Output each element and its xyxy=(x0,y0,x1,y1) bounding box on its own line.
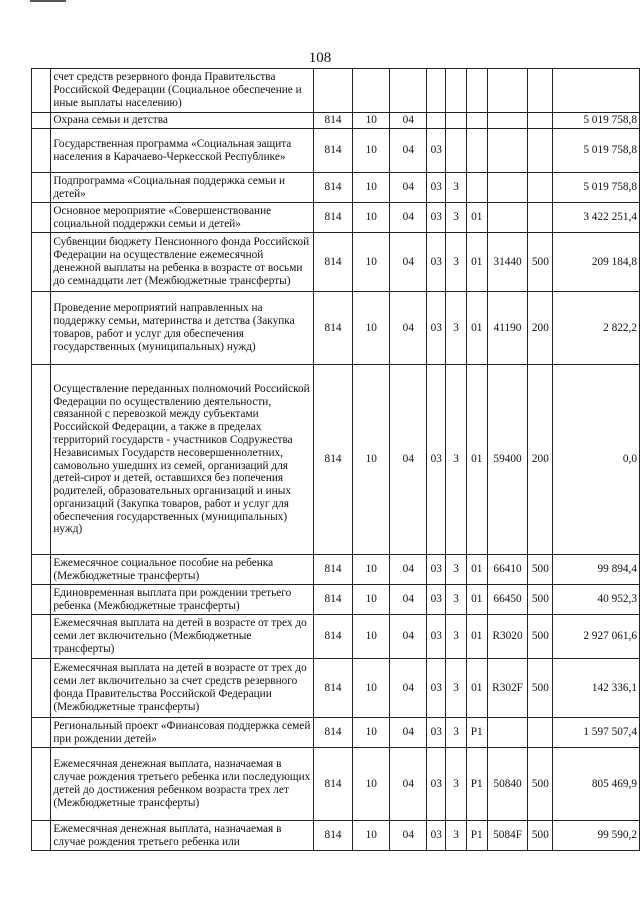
row-name: Ежемесячная выплата на детей в возрасте от трех до семи лет включительно (Межбюджетные трансферты) xyxy=(51,615,314,659)
row-event-code: 01 xyxy=(466,659,487,718)
row-event-code: P1 xyxy=(466,748,487,821)
row-blank-cell xyxy=(32,365,51,555)
row-subprogram-code: 3 xyxy=(446,821,467,851)
row-name: Основное мероприятие «Совершенствование социальной поддержки семьи и детей» xyxy=(51,203,314,233)
row-amount: 209 184,8 xyxy=(553,233,640,292)
row-section-code: 10 xyxy=(353,203,390,233)
row-name: Единовременная выплата при рождении третьего ребенка (Межбюджетные трансферты) xyxy=(51,585,314,615)
row-grbs-code: 814 xyxy=(313,292,352,365)
row-event-code: P1 xyxy=(466,718,487,748)
row-subprogram-code: 3 xyxy=(446,555,467,585)
row-expense-type-code: 200 xyxy=(528,365,553,555)
row-section-code: 10 xyxy=(353,365,390,555)
row-subprogram-code: 3 xyxy=(446,615,467,659)
row-amount: 5 019 758,8 xyxy=(553,113,640,129)
row-section-code xyxy=(353,69,390,113)
table-row xyxy=(32,233,640,292)
row-blank-cell xyxy=(32,113,51,129)
row-amount: 3 422 251,4 xyxy=(553,203,640,233)
table-row xyxy=(32,69,640,113)
row-subsection-code: 04 xyxy=(390,718,427,748)
row-subprogram-code xyxy=(446,113,467,129)
row-blank-cell xyxy=(32,585,51,615)
row-grbs-code: 814 xyxy=(313,129,352,173)
row-blank-cell xyxy=(32,69,51,113)
row-name: Охрана семьи и детства xyxy=(51,113,314,129)
row-expense-type-code: 500 xyxy=(528,748,553,821)
row-amount xyxy=(553,69,640,113)
row-target-code xyxy=(487,113,528,129)
row-event-code: 01 xyxy=(466,365,487,555)
row-name: Региональный проект «Финансовая поддержка семей при рождении детей» xyxy=(51,718,314,748)
table-row xyxy=(32,748,640,821)
table-row xyxy=(32,718,640,748)
row-subprogram-code: 3 xyxy=(446,233,467,292)
row-program-code xyxy=(427,113,446,129)
row-amount: 1 597 507,4 xyxy=(553,718,640,748)
table-row xyxy=(32,129,640,173)
row-target-code: 59400 xyxy=(487,365,528,555)
row-grbs-code: 814 xyxy=(313,748,352,821)
row-subsection-code: 04 xyxy=(390,173,427,203)
row-subprogram-code: 3 xyxy=(446,659,467,718)
table-row xyxy=(32,555,640,585)
row-name: Государственная программа «Социальная защита населения в Карачаево-Черкесской Республике» xyxy=(51,129,314,173)
row-expense-type-code: 500 xyxy=(528,555,553,585)
row-program-code: 03 xyxy=(427,659,446,718)
row-amount: 5 019 758,8 xyxy=(553,129,640,173)
row-subsection-code: 04 xyxy=(390,748,427,821)
row-program-code: 03 xyxy=(427,129,446,173)
row-target-code: 50840 xyxy=(487,748,528,821)
row-name: Ежемесячная денежная выплата, назначаемая в случае рождения третьего ребенка или xyxy=(51,821,314,851)
table-row xyxy=(32,203,640,233)
table-row xyxy=(32,615,640,659)
row-amount: 99 590,2 xyxy=(553,821,640,851)
row-section-code: 10 xyxy=(353,555,390,585)
row-target-code xyxy=(487,173,528,203)
row-name: Ежемесячная денежная выплата, назначаемая в случае рождения третьего ребенка или последующих детей до достижения ребенком возраста трех лет (Межбюджетные трансферты) xyxy=(51,748,314,821)
row-amount: 99 894,4 xyxy=(553,555,640,585)
row-amount: 5 019 758,8 xyxy=(553,173,640,203)
row-subsection-code: 04 xyxy=(390,129,427,173)
row-program-code: 03 xyxy=(427,748,446,821)
row-subsection-code xyxy=(390,69,427,113)
row-subsection-code: 04 xyxy=(390,821,427,851)
row-subsection-code: 04 xyxy=(390,203,427,233)
row-program-code: 03 xyxy=(427,555,446,585)
row-event-code: 01 xyxy=(466,585,487,615)
row-amount: 2 822,2 xyxy=(553,292,640,365)
row-blank-cell xyxy=(32,748,51,821)
page-number: 108 xyxy=(308,50,332,66)
row-section-code: 10 xyxy=(353,585,390,615)
row-section-code: 10 xyxy=(353,233,390,292)
row-subprogram-code: 3 xyxy=(446,203,467,233)
row-subprogram-code xyxy=(446,69,467,113)
row-subprogram-code: 3 xyxy=(446,292,467,365)
row-grbs-code: 814 xyxy=(313,659,352,718)
row-section-code: 10 xyxy=(353,292,390,365)
row-target-code: R302F xyxy=(487,659,528,718)
row-blank-cell xyxy=(32,718,51,748)
row-program-code: 03 xyxy=(427,203,446,233)
row-grbs-code: 814 xyxy=(313,203,352,233)
row-subprogram-code: 3 xyxy=(446,748,467,821)
row-grbs-code: 814 xyxy=(313,365,352,555)
row-subprogram-code: 3 xyxy=(446,173,467,203)
row-name: Осуществление переданных полномочий Российской Федерации по осуществлению деятельности, связанной с перевозкой между субъектами Российской Федерации, а также в пределах территорий государств - участников Содружества Независимых Государств несовершеннолетних, самовольно ушедших из семей, организаций для детей-сирот и детей, оставшихся без попечения родителей, образовательных организаций и иных организаций (Закупка товаров, работ и услуг для обеспечения государственных (муниципальных) нужд) xyxy=(51,365,314,555)
row-event-code: 01 xyxy=(466,203,487,233)
row-grbs-code: 814 xyxy=(313,718,352,748)
row-grbs-code: 814 xyxy=(313,233,352,292)
row-expense-type-code xyxy=(528,69,553,113)
row-subsection-code: 04 xyxy=(390,585,427,615)
row-target-code: 5084F xyxy=(487,821,528,851)
scan-mark xyxy=(30,0,66,2)
row-section-code: 10 xyxy=(353,615,390,659)
row-grbs-code: 814 xyxy=(313,585,352,615)
budget-table xyxy=(31,68,640,851)
row-blank-cell xyxy=(32,129,51,173)
row-event-code xyxy=(466,69,487,113)
row-subprogram-code xyxy=(446,129,467,173)
row-grbs-code: 814 xyxy=(313,113,352,129)
row-section-code: 10 xyxy=(353,718,390,748)
row-subprogram-code: 3 xyxy=(446,365,467,555)
row-name: Ежемесячное социальное пособие на ребенка (Межбюджетные трансферты) xyxy=(51,555,314,585)
row-event-code: 01 xyxy=(466,292,487,365)
row-expense-type-code xyxy=(528,129,553,173)
row-expense-type-code: 500 xyxy=(528,821,553,851)
row-expense-type-code: 500 xyxy=(528,233,553,292)
row-event-code xyxy=(466,113,487,129)
row-event-code xyxy=(466,129,487,173)
row-target-code: 41190 xyxy=(487,292,528,365)
row-expense-type-code xyxy=(528,718,553,748)
row-program-code: 03 xyxy=(427,365,446,555)
table-row xyxy=(32,173,640,203)
row-subprogram-code: 3 xyxy=(446,718,467,748)
row-program-code xyxy=(427,69,446,113)
row-blank-cell xyxy=(32,173,51,203)
row-grbs-code: 814 xyxy=(313,821,352,851)
row-program-code: 03 xyxy=(427,585,446,615)
row-target-code: 66450 xyxy=(487,585,528,615)
row-subprogram-code: 3 xyxy=(446,585,467,615)
row-grbs-code xyxy=(313,69,352,113)
row-program-code: 03 xyxy=(427,615,446,659)
row-amount: 142 336,1 xyxy=(553,659,640,718)
row-target-code xyxy=(487,129,528,173)
row-subsection-code: 04 xyxy=(390,659,427,718)
row-section-code: 10 xyxy=(353,129,390,173)
table-row xyxy=(32,659,640,718)
table-row xyxy=(32,821,640,851)
row-grbs-code: 814 xyxy=(313,615,352,659)
row-subsection-code: 04 xyxy=(390,292,427,365)
row-target-code: 66410 xyxy=(487,555,528,585)
row-name: счет средств резервного фонда Правительства Российской Федерации (Социальное обеспечение и иные выплаты населению) xyxy=(51,69,314,113)
row-event-code: 01 xyxy=(466,615,487,659)
row-blank-cell xyxy=(32,233,51,292)
row-subsection-code: 04 xyxy=(390,365,427,555)
row-program-code: 03 xyxy=(427,292,446,365)
row-program-code: 03 xyxy=(427,718,446,748)
row-grbs-code: 814 xyxy=(313,555,352,585)
row-section-code: 10 xyxy=(353,821,390,851)
row-section-code: 10 xyxy=(353,113,390,129)
row-amount: 805 469,9 xyxy=(553,748,640,821)
row-section-code: 10 xyxy=(353,748,390,821)
row-blank-cell xyxy=(32,615,51,659)
row-subsection-code: 04 xyxy=(390,113,427,129)
row-program-code: 03 xyxy=(427,821,446,851)
table-row xyxy=(32,292,640,365)
row-event-code: P1 xyxy=(466,821,487,851)
row-grbs-code: 814 xyxy=(313,173,352,203)
row-event-code: 01 xyxy=(466,233,487,292)
row-blank-cell xyxy=(32,821,51,851)
row-blank-cell xyxy=(32,659,51,718)
row-target-code: R3020 xyxy=(487,615,528,659)
table-row xyxy=(32,113,640,129)
table-row xyxy=(32,365,640,555)
row-event-code: 01 xyxy=(466,555,487,585)
row-name: Ежемесячная выплата на детей в возрасте от трех до семи лет включительно за счет средств резервного фонда Правительства Российской Федерации (Межбюджетные трансферты) xyxy=(51,659,314,718)
row-subsection-code: 04 xyxy=(390,233,427,292)
row-expense-type-code: 500 xyxy=(528,585,553,615)
row-expense-type-code xyxy=(528,173,553,203)
row-name: Проведение мероприятий направленных на поддержку семьи, материнства и детства (Закупка товаров, работ и услуг для обеспечения государственных (муниципальных) нужд) xyxy=(51,292,314,365)
row-expense-type-code: 200 xyxy=(528,292,553,365)
row-expense-type-code xyxy=(528,203,553,233)
row-expense-type-code xyxy=(528,113,553,129)
row-amount: 0,0 xyxy=(553,365,640,555)
row-program-code: 03 xyxy=(427,173,446,203)
row-expense-type-code: 500 xyxy=(528,659,553,718)
row-target-code xyxy=(487,718,528,748)
row-blank-cell xyxy=(32,203,51,233)
row-blank-cell xyxy=(32,555,51,585)
row-amount: 40 952,3 xyxy=(553,585,640,615)
row-section-code: 10 xyxy=(353,659,390,718)
row-amount: 2 927 061,6 xyxy=(553,615,640,659)
row-name: Подпрограмма «Социальная поддержка семьи и детей» xyxy=(51,173,314,203)
row-target-code xyxy=(487,69,528,113)
row-name: Субвенции бюджету Пенсионного фонда Российской Федерации на осуществление ежемесячной денежной выплаты на ребенка в возрасте от восьми до семнадцати лет (Межбюджетные трансферты) xyxy=(51,233,314,292)
row-expense-type-code: 500 xyxy=(528,615,553,659)
row-target-code xyxy=(487,203,528,233)
row-target-code: 31440 xyxy=(487,233,528,292)
row-event-code xyxy=(466,173,487,203)
row-subsection-code: 04 xyxy=(390,555,427,585)
row-section-code: 10 xyxy=(353,173,390,203)
row-subsection-code: 04 xyxy=(390,615,427,659)
row-program-code: 03 xyxy=(427,233,446,292)
table-row xyxy=(32,585,640,615)
row-blank-cell xyxy=(32,292,51,365)
